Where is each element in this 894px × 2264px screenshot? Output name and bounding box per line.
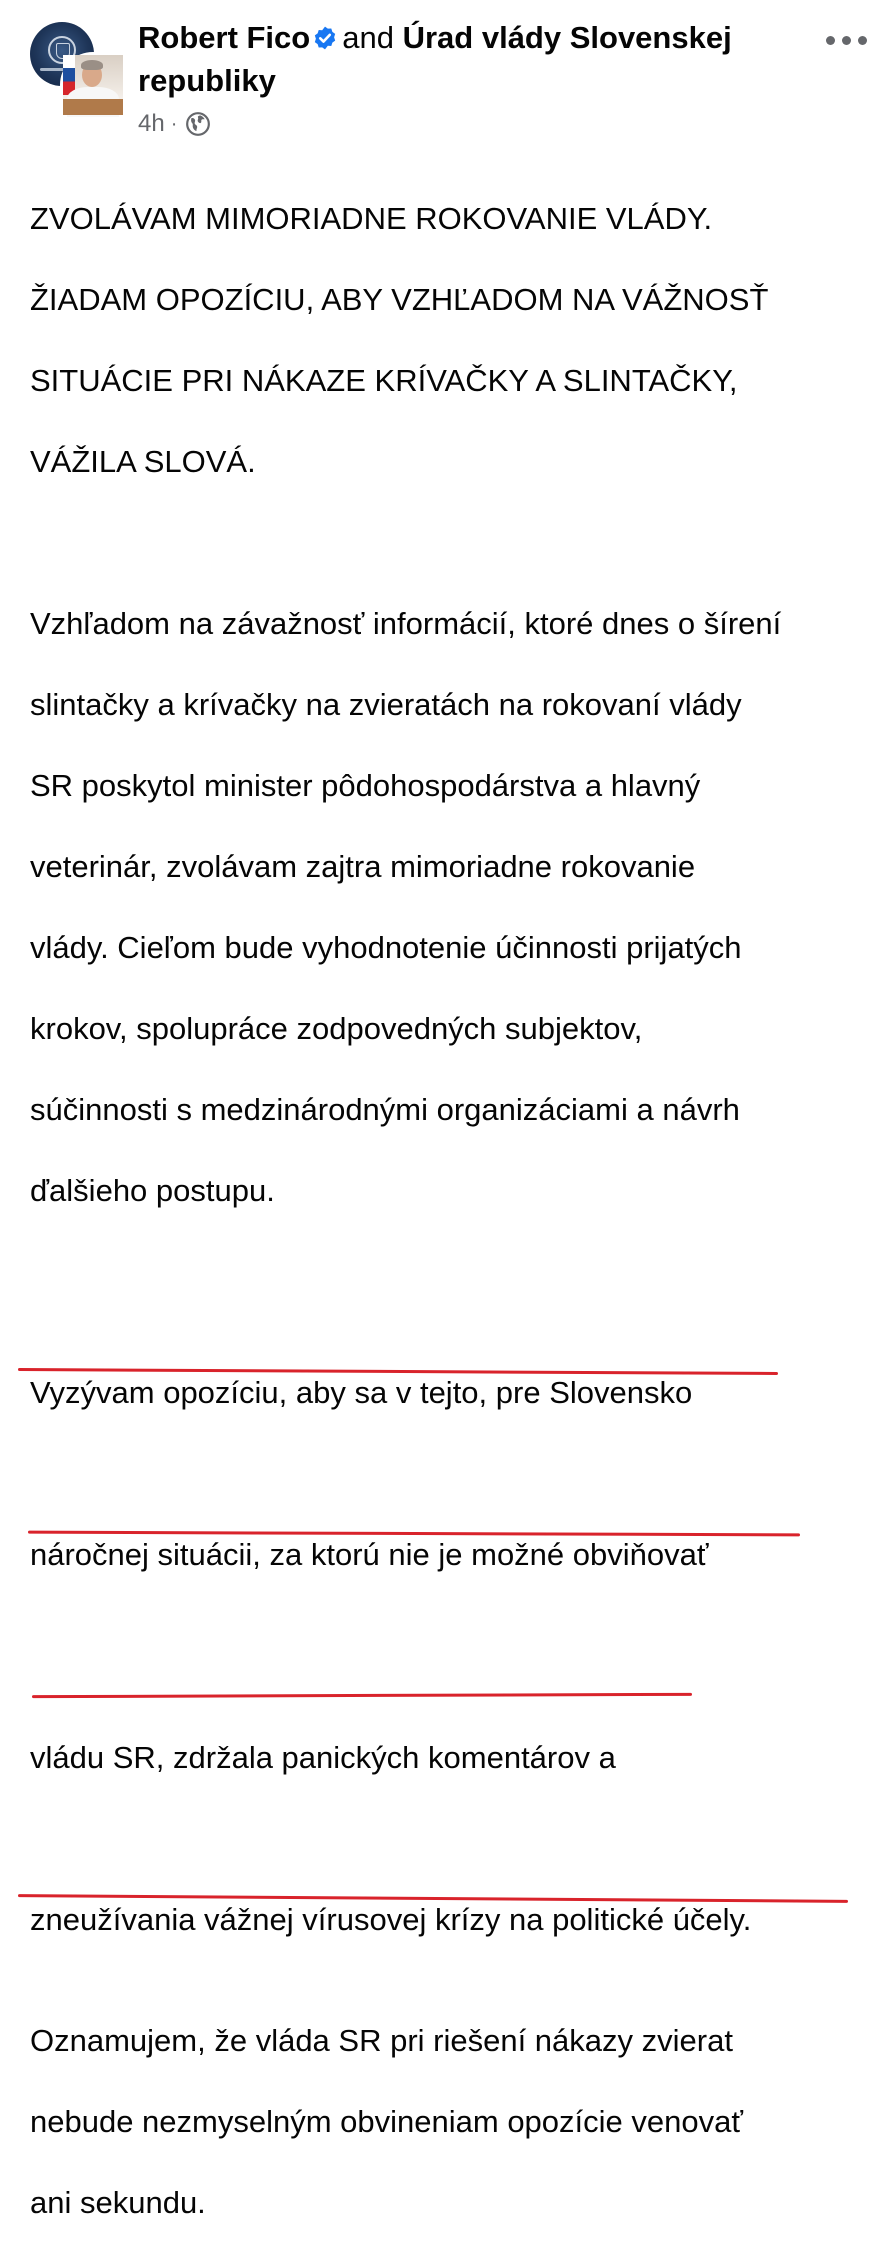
post-timestamp[interactable]: 4h	[138, 110, 165, 137]
text-line: náročnej situácii, za ktorú nie je možné obviňovať	[30, 1537, 709, 1572]
red-underline	[32, 1692, 692, 1697]
text-line: vlády. Cieľom bude vyhodnotenie účinnosti prijatých	[30, 929, 742, 965]
meta-separator: ·	[170, 113, 178, 135]
text-line: veterinár, zvolávam zajtra mimoriadne rokovanie	[30, 848, 696, 884]
underlined-line	[30, 1859, 880, 1981]
post-paragraph-2	[30, 563, 880, 1252]
red-underline	[18, 1368, 778, 1375]
text-line: vládu SR, zdržala panických komentárov a	[30, 1739, 616, 1775]
more-horizontal-icon[interactable]	[822, 24, 872, 54]
post-meta	[138, 108, 211, 140]
text-line: Vzhľadom na závažnosť informácií, ktoré dnes o šírení	[30, 605, 782, 641]
red-underline	[28, 1530, 800, 1536]
text-line: VÁŽILA SLOVÁ.	[30, 443, 256, 479]
text-line: ďalšieho postupu.	[30, 1172, 275, 1208]
text-line: Oznamujem, že vláda SR pri riešení nákazy zvierat	[30, 2023, 733, 2058]
text-line: Vyzývam opozíciu, aby sa v tejto, pre Slovensko	[30, 1375, 693, 1410]
author-avatar[interactable]	[60, 52, 126, 118]
text-line: SITUÁCIE PRI NÁKAZE KRÍVAČKY A SLINTAČKY,	[30, 362, 738, 398]
post-paragraph-3	[30, 1292, 880, 2264]
text-line: ZVOLÁVAM MIMORIADNE ROKOVANIE VLÁDY.	[30, 200, 713, 236]
coauthor-name-line1[interactable]: Úrad vlády Slovenskej	[402, 20, 732, 55]
author-name[interactable]: Robert Fico	[138, 20, 311, 55]
header-joiner: and	[342, 20, 394, 55]
text-line: súčinnosti s medzinárodnými organizáciami a návrh	[30, 1091, 740, 1127]
underlined-line	[30, 1657, 880, 1819]
text-line: ŽIADAM OPOZÍCIU, ABY VZHĽADOM NA VÁŽNOSŤ	[30, 281, 769, 317]
text-line: SR poskytol minister pôdohospodárstva a hlavný	[30, 767, 701, 803]
underlined-line	[30, 1495, 880, 1617]
text-line: ani sekundu.	[30, 2185, 206, 2220]
globe-icon[interactable]	[185, 111, 211, 137]
post-avatars[interactable]	[30, 22, 120, 112]
verified-badge-icon	[312, 25, 338, 51]
text-line: zneužívania vážnej vírusovej krízy na politické účely.	[30, 1901, 752, 1937]
coauthor-name-line2[interactable]: republiky	[138, 63, 276, 98]
post-body	[30, 158, 880, 2264]
text-line: nebude nezmyselným obvineniam opozície venovať	[30, 2104, 743, 2139]
post-header	[138, 16, 798, 102]
text-line: slintačky a krívačky na zvieratách na rokovaní vlády	[30, 686, 742, 722]
text-line: krokov, spolupráce zodpovedných subjektov,	[30, 1010, 643, 1046]
underlined-line	[30, 1333, 880, 1455]
post-paragraph-1	[30, 158, 880, 523]
